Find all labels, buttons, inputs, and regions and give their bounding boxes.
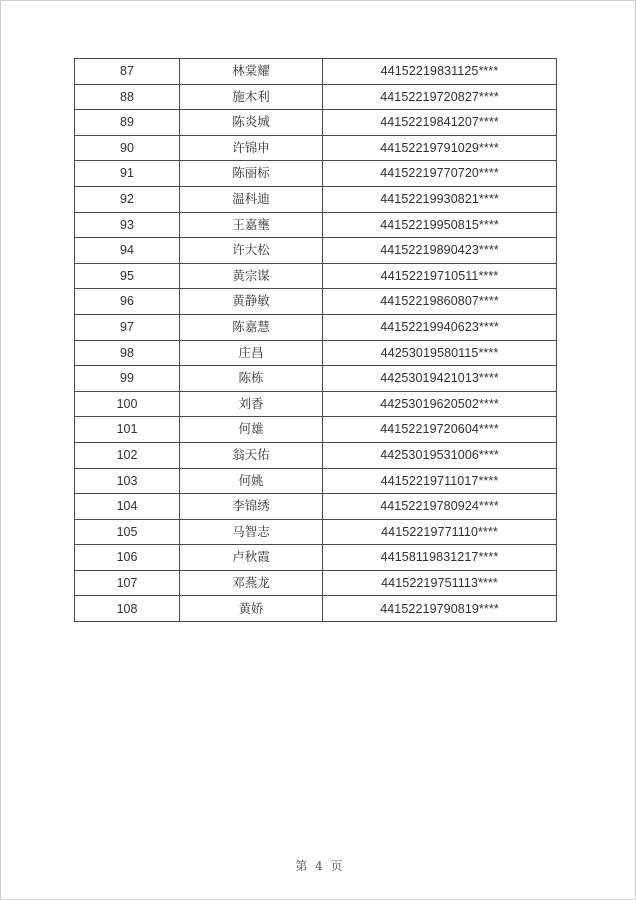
table-row <box>75 545 557 571</box>
row-index-cell: 107 <box>75 570 180 596</box>
row-name-cell: 马智志 <box>180 519 323 545</box>
table-row <box>75 570 557 596</box>
page-label-suffix: 页 <box>330 859 343 873</box>
row-name-cell: 温科迪 <box>180 186 323 212</box>
row-index-cell: 104 <box>75 494 180 520</box>
row-name-cell: 施木利 <box>180 84 323 110</box>
row-id-number-cell: 44158119831217**** <box>323 545 557 571</box>
row-index-cell: 105 <box>75 519 180 545</box>
row-name-cell: 许大松 <box>180 238 323 264</box>
row-index-cell: 94 <box>75 238 180 264</box>
row-index-cell: 88 <box>75 84 180 110</box>
row-name-cell: 林棠耀 <box>180 59 323 85</box>
page-number: 4 <box>315 859 323 873</box>
table-row <box>75 238 557 264</box>
table-row <box>75 263 557 289</box>
table-row <box>75 110 557 136</box>
row-name-cell: 陈栋 <box>180 366 323 392</box>
row-id-number-cell: 44152219720827**** <box>323 84 557 110</box>
table-row <box>75 186 557 212</box>
row-index-cell: 89 <box>75 110 180 136</box>
row-index-cell: 92 <box>75 186 180 212</box>
row-id-number-cell: 44152219950815**** <box>323 212 557 238</box>
row-index-cell: 101 <box>75 417 180 443</box>
row-id-number-cell: 44253019620502**** <box>323 391 557 417</box>
row-id-number-cell: 44152219890423**** <box>323 238 557 264</box>
row-id-number-cell: 44253019580115**** <box>323 340 557 366</box>
table-row <box>75 596 557 622</box>
row-name-cell: 何姚 <box>180 468 323 494</box>
row-id-number-cell: 44152219790819**** <box>323 596 557 622</box>
row-name-cell: 李锦绣 <box>180 494 323 520</box>
table-row <box>75 417 557 443</box>
row-index-cell: 103 <box>75 468 180 494</box>
row-index-cell: 91 <box>75 161 180 187</box>
table-row <box>75 494 557 520</box>
row-index-cell: 106 <box>75 545 180 571</box>
row-name-cell: 黄娇 <box>180 596 323 622</box>
table-row <box>75 366 557 392</box>
table-row <box>75 468 557 494</box>
row-name-cell: 陈丽标 <box>180 161 323 187</box>
row-id-number-cell: 44253019421013**** <box>323 366 557 392</box>
row-id-number-cell: 44152219711017**** <box>323 468 557 494</box>
row-id-number-cell: 44152219751113**** <box>323 570 557 596</box>
row-index-cell: 93 <box>75 212 180 238</box>
page-footer <box>1 857 636 874</box>
row-name-cell: 何雄 <box>180 417 323 443</box>
row-id-number-cell: 44152219710511**** <box>323 263 557 289</box>
roster-table-body <box>75 59 557 622</box>
row-id-number-cell: 44152219841207**** <box>323 110 557 136</box>
row-id-number-cell: 44152219780924**** <box>323 494 557 520</box>
row-index-cell: 97 <box>75 314 180 340</box>
row-name-cell: 庄昌 <box>180 340 323 366</box>
row-id-number-cell: 44152219770720**** <box>323 161 557 187</box>
row-index-cell: 102 <box>75 442 180 468</box>
row-name-cell: 黄静敏 <box>180 289 323 315</box>
table-row <box>75 314 557 340</box>
row-index-cell: 98 <box>75 340 180 366</box>
row-name-cell: 刘香 <box>180 391 323 417</box>
row-index-cell: 99 <box>75 366 180 392</box>
table-row <box>75 135 557 161</box>
row-name-cell: 许锦申 <box>180 135 323 161</box>
table-row <box>75 519 557 545</box>
roster-table <box>74 58 557 622</box>
table-row <box>75 212 557 238</box>
row-id-number-cell: 44152219860807**** <box>323 289 557 315</box>
row-index-cell: 96 <box>75 289 180 315</box>
row-id-number-cell: 44152219940623**** <box>323 314 557 340</box>
row-name-cell: 卢秋霞 <box>180 545 323 571</box>
row-name-cell: 陈嘉慧 <box>180 314 323 340</box>
row-id-number-cell: 44152219791029**** <box>323 135 557 161</box>
row-index-cell: 108 <box>75 596 180 622</box>
row-id-number-cell: 44152219930821**** <box>323 186 557 212</box>
row-id-number-cell: 44152219720604**** <box>323 417 557 443</box>
row-id-number-cell: 44152219831125**** <box>323 59 557 85</box>
row-name-cell: 翁天佑 <box>180 442 323 468</box>
table-row <box>75 442 557 468</box>
row-index-cell: 95 <box>75 263 180 289</box>
page-label-prefix: 第 <box>295 859 308 873</box>
row-index-cell: 87 <box>75 59 180 85</box>
row-index-cell: 100 <box>75 391 180 417</box>
table-row <box>75 84 557 110</box>
row-name-cell: 黄宗谋 <box>180 263 323 289</box>
row-index-cell: 90 <box>75 135 180 161</box>
table-row <box>75 289 557 315</box>
row-id-number-cell: 44152219771110**** <box>323 519 557 545</box>
row-name-cell: 邓燕龙 <box>180 570 323 596</box>
table-row <box>75 161 557 187</box>
row-name-cell: 陈炎城 <box>180 110 323 136</box>
row-name-cell: 王嘉壅 <box>180 212 323 238</box>
row-id-number-cell: 44253019531006**** <box>323 442 557 468</box>
table-row <box>75 340 557 366</box>
table-row <box>75 59 557 85</box>
table-row <box>75 391 557 417</box>
